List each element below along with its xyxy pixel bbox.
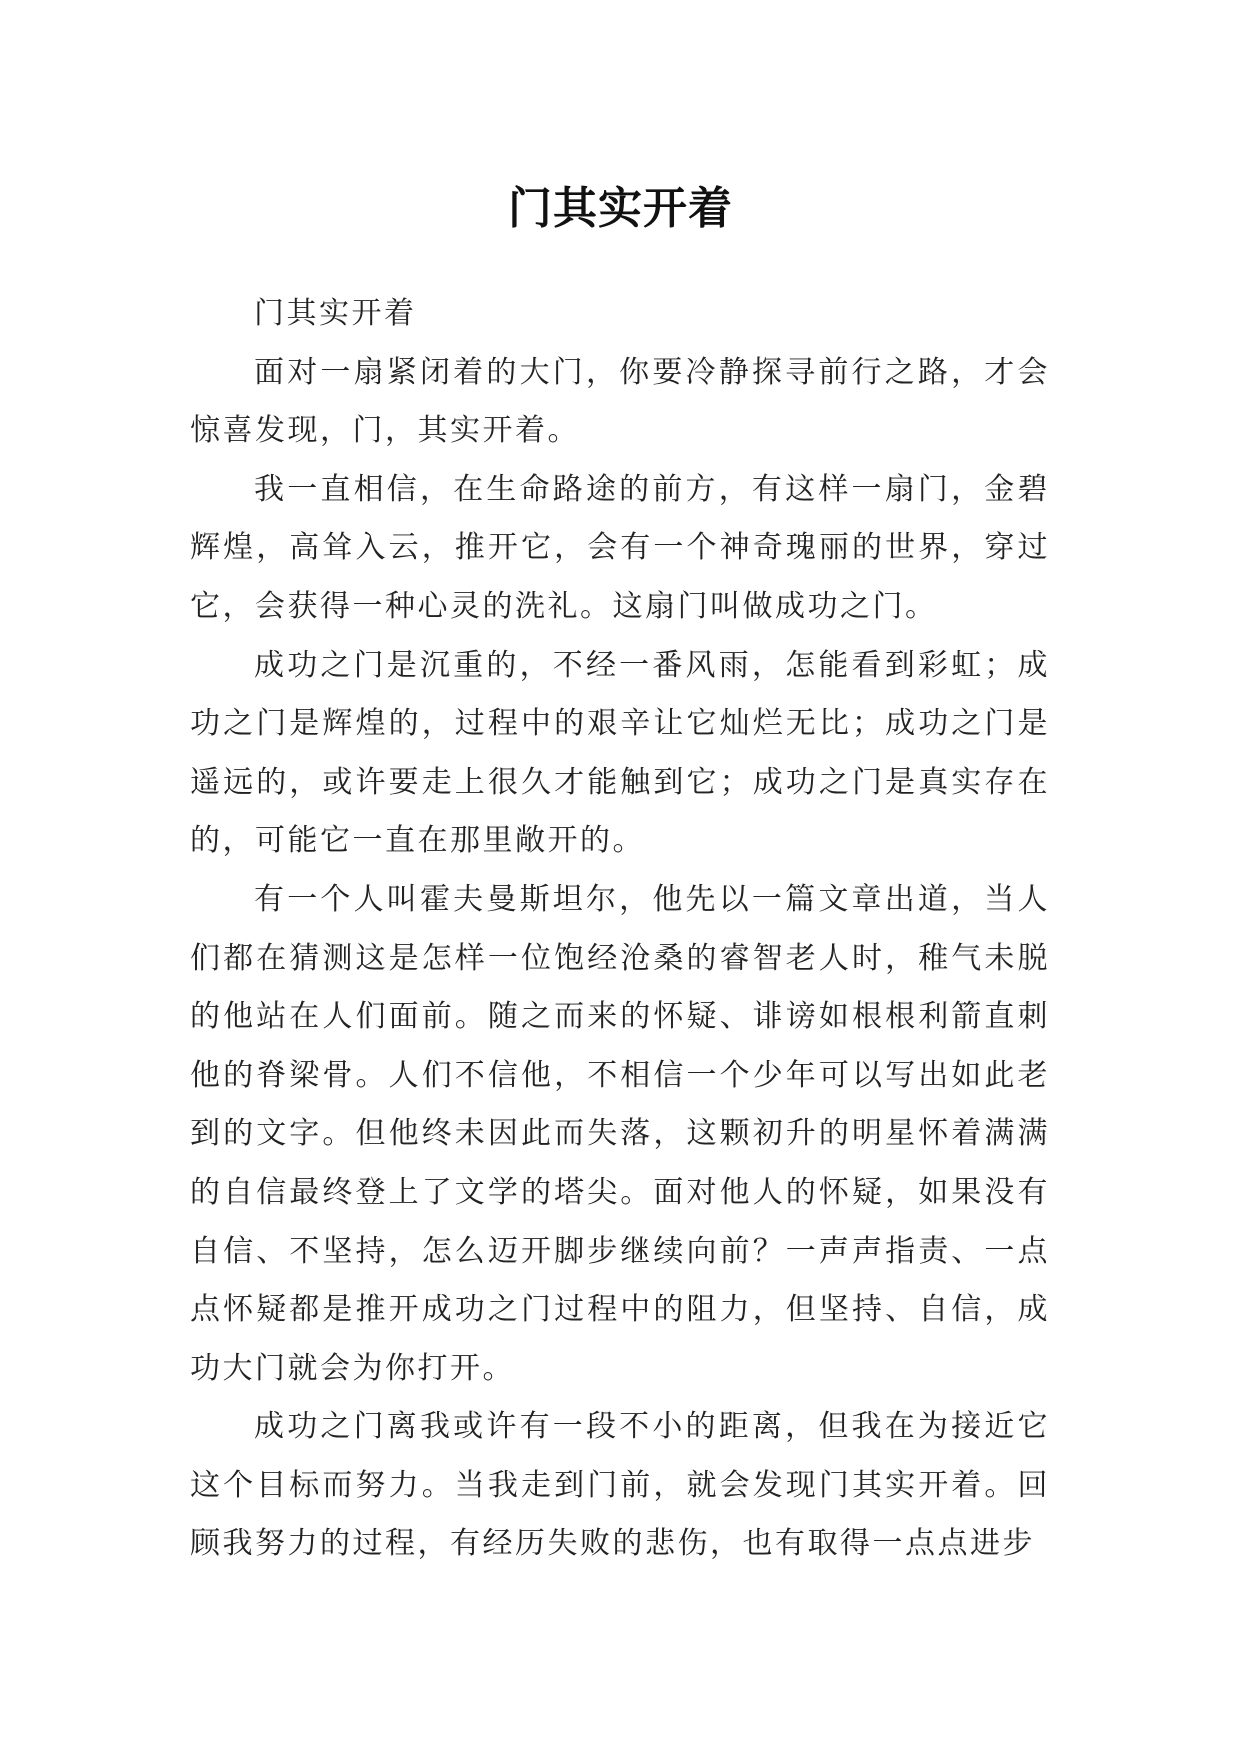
- paragraph: 我一直相信，在生命路途的前方，有这样一扇门，金碧辉煌，高耸入云，推开它，会有一个神奇瑰丽的世界，穿过它，会获得一种心灵的洗礼。这扇门叫做成功之门。: [190, 471, 1050, 624]
- paragraph: 成功之门是沉重的，不经一番风雨，怎能看到彩虹；成功之门是辉煌的，过程中的艰辛让它灿烂无比；成功之门是遥远的，或许要走上很久才能触到它；成功之门是真实存在的，可能它一直在那里敞开的。: [190, 647, 1050, 859]
- paragraph: 有一个人叫霍夫曼斯坦尔，他先以一篇文章出道，当人们都在猜测这是怎样一位饱经沧桑的睿智老人时，稚气未脱的他站在人们面前。随之而来的怀疑、诽谤如根根利箭直刺他的脊梁骨。人们不信他，不相信一个少年可以写出如此老到的文字。但他终未因此而失落，这颗初升的明星怀着满满的自信最终登上了文学的塔尖。面对他人的怀疑，如果没有自信、不坚持，怎么迈开脚步继续向前？一声声指责、一点点怀疑都是推开成功之门过程中的阻力，但坚持、自信，成功大门就会为你打开。: [190, 881, 1050, 1386]
- paragraph-subtitle: 门其实开着: [254, 296, 417, 331]
- document-title: 门其实开着: [508, 183, 733, 235]
- paragraph: 成功之门离我或许有一段不小的距离，但我在为接近它这个目标而努力。当我走到门前，就会发现门其实开着。回顾我努力的过程，有经历失败的悲伤，也有取得一点点进步: [190, 1409, 1050, 1562]
- paragraph: 面对一扇紧闭着的大门，你要冷静探寻前行之路，才会惊喜发现，门，其实开着。: [190, 354, 1050, 449]
- document-body: [190, 285, 1050, 1574]
